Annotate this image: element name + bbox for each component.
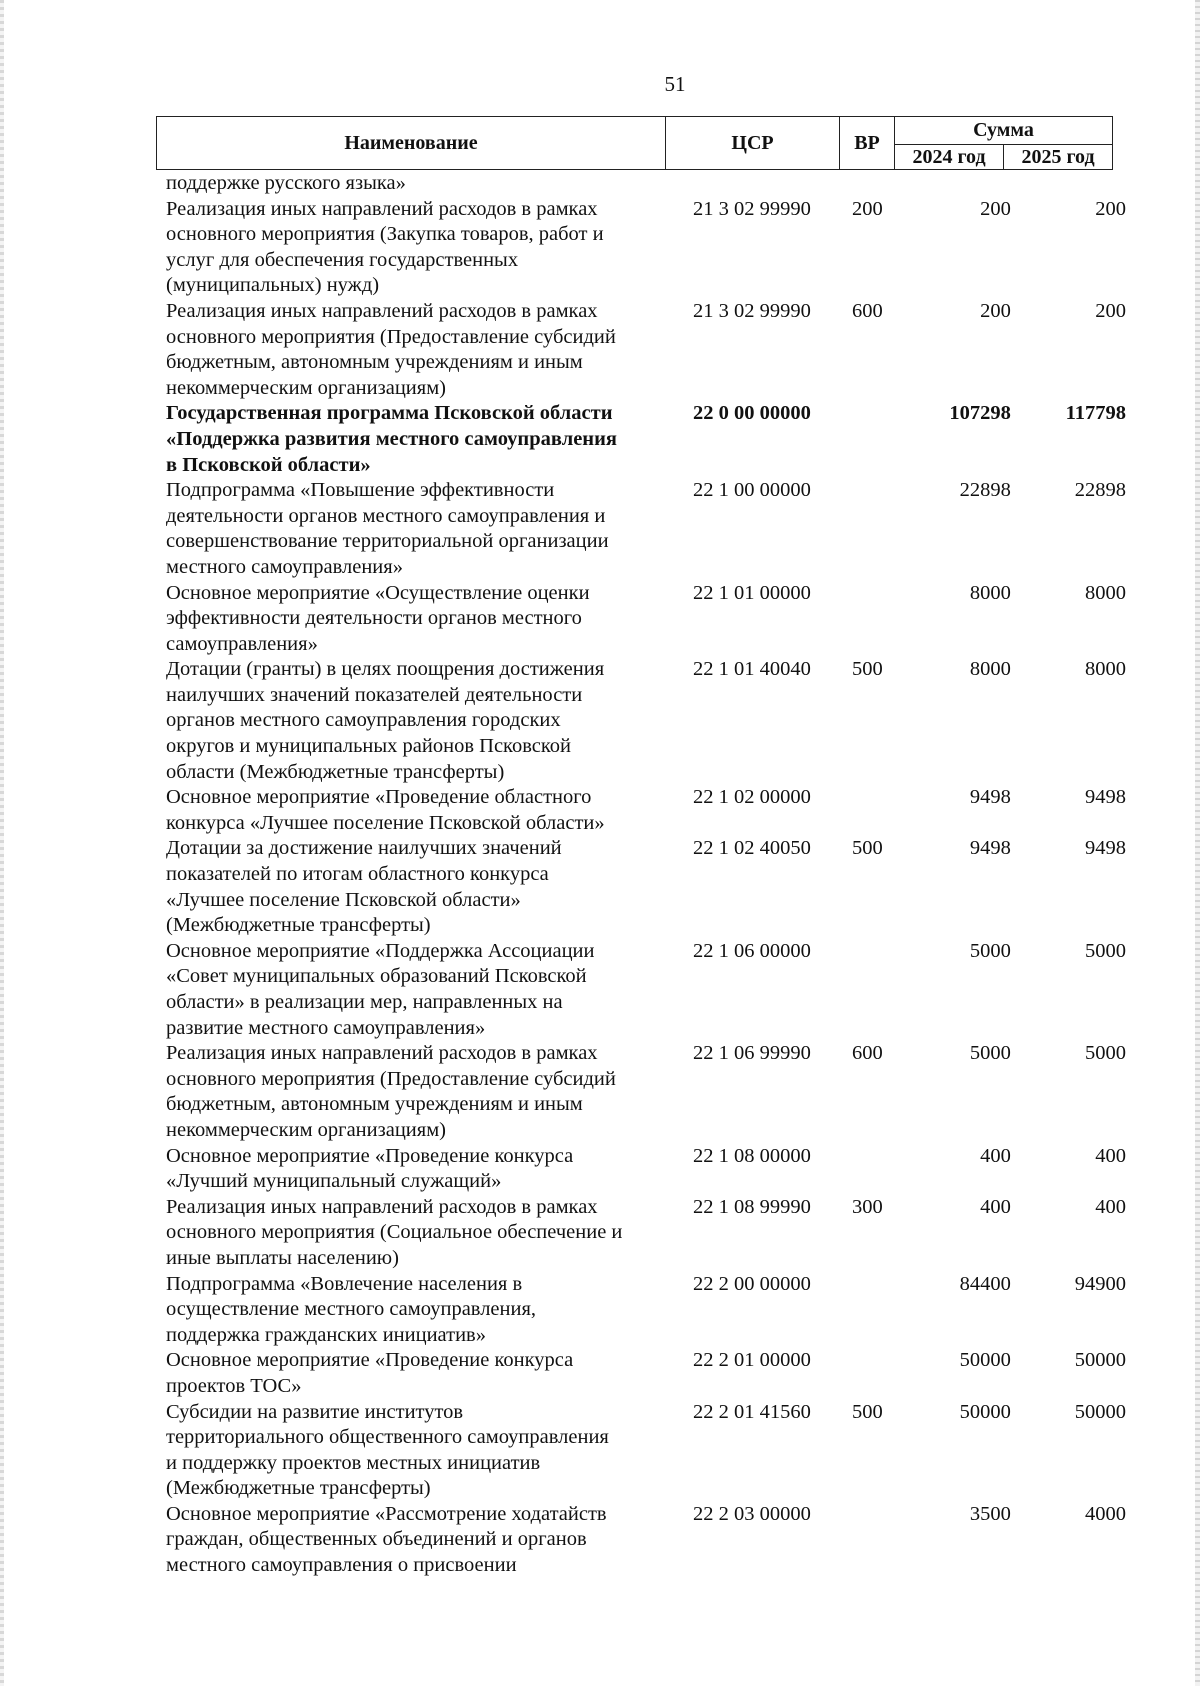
table-row — [166, 1195, 1126, 1272]
row-name — [166, 197, 673, 299]
row-sum-2025: 8000 — [1084, 658, 1126, 681]
row-csr: 21 3 02 99990 — [693, 197, 811, 220]
table-row — [166, 581, 1126, 658]
row-vr — [852, 1348, 916, 1399]
row-vr: 600 — [851, 299, 883, 322]
row-name-line: основного мероприятия (Предоставление субсидий — [166, 325, 616, 348]
table-row — [166, 1272, 1126, 1349]
row-csr: 22 2 01 00000 — [693, 1349, 811, 1372]
table-body — [166, 171, 1126, 1579]
table-row — [166, 299, 1126, 401]
row-name-line: некоммерческим организациям) — [166, 1118, 446, 1141]
row-vr: 200 — [851, 197, 883, 220]
row-sum-2025: 400 — [1095, 1144, 1126, 1167]
row-sum-2025: 200 — [1095, 299, 1126, 322]
row-name-line: развитие местного самоуправления» — [166, 1016, 486, 1039]
row-sum-2024: 107298 — [949, 402, 1011, 425]
row-vr: 500 — [851, 837, 883, 860]
scan-edge-right — [1195, 0, 1200, 1686]
row-name-line: Реализация иных направлений расходов в рамках — [166, 1042, 598, 1065]
row-name-line: Основное мероприятие «Проведение областного — [166, 786, 592, 809]
row-name-line: самоуправления» — [166, 632, 318, 655]
table-row — [166, 171, 1126, 197]
row-name-line: Основное мероприятие «Проведение конкурса — [166, 1349, 574, 1372]
row-name-line: проектов ТОС» — [166, 1374, 302, 1397]
row-sum-2024: 84400 — [959, 1272, 1011, 1295]
row-name-line: услуг для обеспечения государственных — [166, 248, 519, 271]
row-name-line: бюджетным, автономным учреждениям и иным — [166, 351, 583, 374]
row-name — [166, 939, 673, 1041]
row-sum-2024: 400 — [980, 1195, 1011, 1218]
table-row — [166, 836, 1126, 938]
table-row — [166, 939, 1126, 1041]
row-vr: 500 — [851, 1400, 883, 1423]
row-name-line: (Межбюджетные трансферты) — [166, 1477, 431, 1500]
row-sum-2024: 8000 — [969, 658, 1011, 681]
row-sum-2025: 50000 — [1074, 1400, 1126, 1423]
row-sum-2024: 200 — [980, 197, 1011, 220]
row-sum-2024: 3500 — [969, 1502, 1011, 1525]
row-name-line: основного мероприятия (Предоставление субсидий — [166, 1067, 616, 1090]
row-vr: 500 — [851, 658, 883, 681]
row-csr: 22 1 02 00000 — [693, 786, 811, 809]
row-name-line: Подпрограмма «Повышение эффективности — [166, 479, 555, 502]
row-sum-2025: 9498 — [1084, 837, 1126, 860]
row-name-line: «Совет муниципальных образований Псковской — [166, 965, 587, 988]
table-header — [156, 116, 1113, 170]
row-sum-2025: 200 — [1095, 197, 1126, 220]
row-name-line: деятельности органов местного самоуправления и — [166, 504, 606, 527]
row-sum-2024: 5000 — [969, 939, 1011, 962]
page-number: 51 — [664, 72, 686, 96]
row-sum-2024: 9498 — [969, 786, 1011, 809]
row-name — [166, 836, 673, 938]
row-name-line: в Псковской области» — [166, 453, 371, 476]
row-name-line: иные выплаты населению) — [166, 1246, 399, 1269]
row-sum-2024: 400 — [980, 1144, 1011, 1167]
row-name-line: граждан, общественных объединений и органов — [166, 1528, 587, 1551]
header-year-2024: 2024 год — [895, 144, 1004, 169]
row-name-line: Основное мероприятие «Проведение конкурса — [166, 1144, 574, 1167]
row-name — [166, 1502, 673, 1579]
row-name — [166, 1195, 673, 1272]
row-name-line: Реализация иных направлений расходов в рамках — [166, 1195, 598, 1218]
row-csr — [673, 171, 852, 197]
row-sum-2024: 22898 — [959, 479, 1011, 502]
row-name-line: «Лучший муниципальный служащий» — [166, 1170, 502, 1193]
row-sum-2025: 22898 — [1074, 479, 1126, 502]
row-name-line: местного самоуправления о присвоении — [166, 1554, 517, 1577]
row-csr: 22 1 01 00000 — [693, 581, 811, 604]
table-row — [166, 1348, 1126, 1399]
table-row — [166, 197, 1126, 299]
row-name — [166, 1041, 673, 1143]
row-csr: 22 1 06 00000 — [693, 939, 811, 962]
row-name-line: основного мероприятия (Социальное обеспечение и — [166, 1221, 623, 1244]
row-vr: 300 — [851, 1195, 883, 1218]
row-vr — [852, 1144, 916, 1195]
row-name — [166, 171, 673, 197]
row-name — [166, 785, 673, 836]
row-name-line: основного мероприятия (Закупка товаров, работ и — [166, 223, 604, 246]
table-row — [166, 1502, 1126, 1579]
row-name — [166, 478, 673, 580]
row-name-line: Государственная программа Псковской области — [166, 402, 613, 425]
row-name-line: территориального общественного самоуправления — [166, 1426, 609, 1449]
row-csr: 22 1 06 99990 — [693, 1042, 811, 1065]
row-sum-2025: 117798 — [1065, 402, 1126, 425]
row-csr: 22 2 00 00000 — [693, 1272, 811, 1295]
row-name-line: и поддержку проектов местных инициатив — [166, 1451, 541, 1474]
row-name-line: Основное мероприятие «Осуществление оценки — [166, 581, 590, 604]
row-name-line: Подпрограмма «Вовлечение населения в — [166, 1272, 523, 1295]
row-name-line: совершенствование территориальной организации — [166, 530, 609, 553]
row-csr: 22 0 00 00000 — [693, 402, 811, 425]
row-name-line: бюджетным, автономным учреждениям и иным — [166, 1093, 583, 1116]
row-name-line: поддержке русского языка» — [166, 172, 406, 194]
row-name-line: Реализация иных направлений расходов в рамках — [166, 197, 598, 220]
row-name-line: «Лучшее поселение Псковской области» — [166, 888, 521, 911]
header-csr: ЦСР — [666, 117, 840, 170]
table-row — [166, 1400, 1126, 1502]
row-name-line: (муниципальных) нужд) — [166, 274, 380, 297]
row-sum-2025 — [1011, 171, 1126, 197]
row-sum-2024 — [916, 171, 1011, 197]
row-vr — [852, 785, 916, 836]
row-sum-2024: 200 — [980, 299, 1011, 322]
row-name-line: Дотации за достижение наилучших значений — [166, 837, 562, 860]
row-name-line: Основное мероприятие «Рассмотрение ходатайств — [166, 1502, 607, 1525]
row-vr — [852, 401, 916, 478]
table-row — [166, 657, 1126, 785]
row-vr — [852, 1502, 916, 1579]
table-row — [166, 478, 1126, 580]
header-year-2025: 2025 год — [1004, 144, 1113, 169]
row-name — [166, 1272, 673, 1349]
row-sum-2025: 5000 — [1084, 1042, 1126, 1065]
row-name-line: эффективности деятельности органов местного — [166, 607, 582, 630]
row-name — [166, 581, 673, 658]
row-csr: 21 3 02 99990 — [693, 299, 811, 322]
row-name-line: Дотации (гранты) в целях поощрения достижения — [166, 658, 605, 681]
row-name-line: Субсидии на развитие институтов — [166, 1400, 464, 1423]
row-name-line: области» в реализации мер, направленных на — [166, 991, 563, 1013]
row-name — [166, 1144, 673, 1195]
row-name-line: поддержка гражданских инициатив» — [166, 1323, 486, 1346]
row-vr: 600 — [851, 1042, 883, 1065]
row-name-line: некоммерческим организациям) — [166, 376, 446, 399]
row-name-line: Основное мероприятие «Поддержка Ассоциации — [166, 939, 595, 962]
row-vr — [852, 581, 916, 658]
row-name-line: наилучших значений показателей деятельности — [166, 683, 583, 706]
row-name-line: «Поддержка развития местного самоуправления — [166, 427, 618, 450]
row-name — [166, 401, 673, 478]
row-sum-2025: 4000 — [1084, 1502, 1126, 1525]
header-name: Наименование — [157, 117, 666, 170]
row-csr: 22 1 00 00000 — [693, 479, 811, 502]
row-sum-2025: 8000 — [1084, 581, 1126, 604]
row-sum-2024: 8000 — [969, 581, 1011, 604]
row-name-line: органов местного самоуправления городских — [166, 709, 561, 732]
row-sum-2024: 50000 — [959, 1349, 1011, 1372]
row-csr: 22 1 08 00000 — [693, 1144, 811, 1167]
row-name — [166, 299, 673, 401]
row-csr: 22 2 01 41560 — [693, 1400, 811, 1423]
row-sum-2025: 9498 — [1084, 786, 1126, 809]
row-name-line: местного самоуправления» — [166, 555, 403, 578]
header-sum: Сумма — [895, 117, 1113, 145]
table-row — [166, 1144, 1126, 1195]
row-sum-2025: 400 — [1095, 1195, 1126, 1218]
row-name-line: показателей по итогам областного конкурса — [166, 863, 549, 886]
table-row — [166, 785, 1126, 836]
row-vr — [852, 171, 916, 197]
row-name — [166, 1348, 673, 1399]
row-vr — [852, 1272, 916, 1349]
row-name-line: конкурса «Лучшее поселение Псковской области» — [166, 811, 605, 834]
row-name — [166, 1400, 673, 1502]
row-sum-2025: 50000 — [1074, 1349, 1126, 1372]
row-name-line: Реализация иных направлений расходов в рамках — [166, 299, 598, 322]
row-name — [166, 657, 673, 785]
table-row — [166, 401, 1126, 478]
scan-edge-left — [0, 0, 4, 1686]
row-sum-2024: 5000 — [969, 1042, 1011, 1065]
row-sum-2025: 94900 — [1074, 1272, 1126, 1295]
row-vr — [852, 939, 916, 1041]
row-sum-2025: 5000 — [1084, 939, 1126, 962]
row-name-line: осуществление местного самоуправления, — [166, 1298, 537, 1321]
row-sum-2024: 9498 — [969, 837, 1011, 860]
row-name-line: области (Межбюджетные трансферты) — [166, 760, 505, 783]
table-row — [166, 1041, 1126, 1143]
row-csr: 22 2 03 00000 — [693, 1502, 811, 1525]
row-sum-2024: 50000 — [959, 1400, 1011, 1423]
row-vr — [852, 478, 916, 580]
row-csr: 22 1 08 99990 — [693, 1195, 811, 1218]
header-vr: ВР — [840, 117, 895, 170]
row-csr: 22 1 02 40050 — [693, 837, 811, 860]
row-name-line: (Межбюджетные трансферты) — [166, 914, 431, 937]
row-name-line: округов и муниципальных районов Псковской — [166, 735, 572, 758]
row-csr: 22 1 01 40040 — [693, 658, 811, 681]
